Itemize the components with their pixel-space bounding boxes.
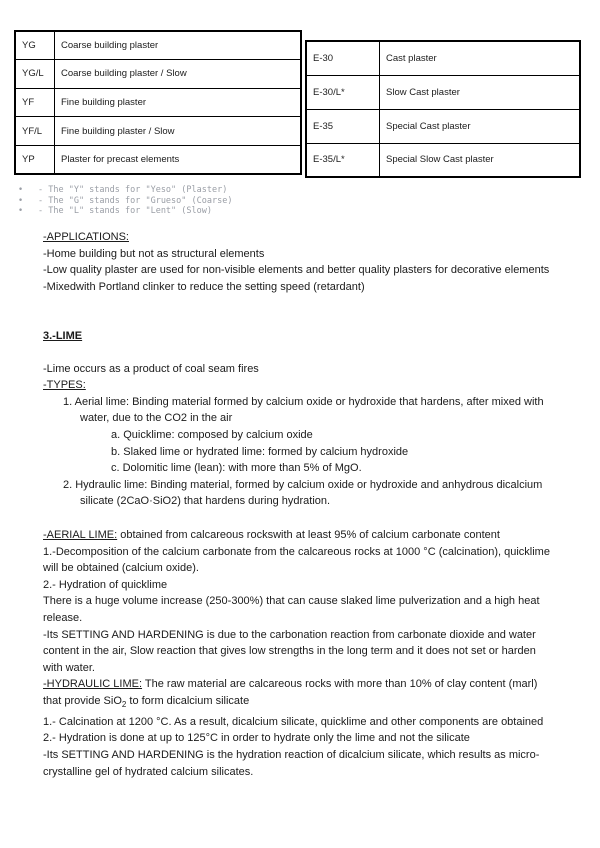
table-row bbox=[306, 109, 580, 143]
table-row bbox=[15, 117, 301, 146]
bullet-icon: • bbox=[18, 206, 24, 216]
table-row bbox=[306, 41, 580, 75]
table-row bbox=[306, 75, 580, 109]
paragraph: -Home building but not as structural elements bbox=[43, 247, 265, 260]
plaster-description: Plaster for precast elements bbox=[55, 145, 302, 174]
plaster-code: YG/L bbox=[15, 60, 55, 89]
plaster-description: Fine building plaster / Slow bbox=[55, 117, 302, 146]
paragraph: 1.-Decomposition of the calcium carbonate from the calcareous rocks at 1000 °C (calcination), quicklime will be obtained (calcium oxide). bbox=[43, 545, 550, 575]
table-row bbox=[15, 60, 301, 89]
cast-plaster-codes-table bbox=[305, 40, 581, 178]
abbreviation-notes bbox=[18, 185, 232, 217]
plaster-code: YG bbox=[15, 31, 55, 60]
plaster-description: Fine building plaster bbox=[55, 88, 302, 117]
note-item: • - The "G" stands for "Grueso" (Coarse) bbox=[18, 195, 233, 206]
cast-plaster-code: E-35 bbox=[306, 109, 380, 143]
paragraph: -AERIAL LIME: obtained from calcareous rockswith at least 95% of calcium carbonate content bbox=[43, 529, 500, 541]
applications-heading: -APPLICATIONS: bbox=[43, 231, 129, 243]
paragraph: 2.- Hydration of quicklime bbox=[43, 578, 168, 591]
table-row bbox=[15, 88, 301, 117]
list-item: 1. Aerial lime: Binding material formed by calcium oxide or hydroxide that hardens, after mixed with water, due to the CO2 in the air bbox=[63, 395, 544, 425]
cast-plaster-description: Special Cast plaster bbox=[380, 109, 581, 143]
applications-section bbox=[43, 229, 558, 295]
paragraph: -Low quality plaster are used for non-visible elements and better quality plasters for decorative elements bbox=[43, 264, 550, 277]
list-item: 2. Hydraulic lime: Binding material, formed by calcium oxide or hydroxide and anhydrous dicalcium silicate (2CaO·SiO2) that hardens during hydration. bbox=[63, 478, 543, 508]
list-item: b. Slaked lime or hydrated lime: formed by calcium hydroxide bbox=[111, 445, 409, 458]
plaster-description: Coarse building plaster / Slow bbox=[55, 60, 302, 89]
cast-plaster-description: Special Slow Cast plaster bbox=[380, 143, 581, 177]
note-item: • - The "Y" stands for "Yeso" (Plaster) bbox=[18, 185, 228, 195]
table-row bbox=[15, 145, 301, 174]
hydraulic-lime-label: -HYDRAULIC LIME: bbox=[43, 678, 143, 691]
list-item: c. Dolomitic lime (lean): with more than 5% of MgO. bbox=[111, 462, 362, 475]
note-item: • - The "L" stands for "Lent" (Slow) bbox=[18, 206, 212, 216]
list-item: a. Quicklime: composed by calcium oxide bbox=[111, 428, 313, 441]
paragraph: 1.- Calcination at 1200 °C. As a result, dicalcium silicate, quicklime and other components are obtained bbox=[43, 715, 544, 728]
cast-plaster-description: Slow Cast plaster bbox=[380, 75, 581, 109]
plaster-code: YF bbox=[15, 88, 55, 117]
plaster-description: Coarse building plaster bbox=[55, 31, 302, 60]
section-heading: 3.-LIME bbox=[43, 330, 83, 342]
paragraph: -Its SETTING AND HARDENING is due to the carbonation reaction from carbonate dioxide and water content in the air, Slow reaction that gives low strengths in the long term and it does not set or harden with water. bbox=[43, 628, 536, 674]
table-row bbox=[306, 143, 580, 177]
paragraph: -Its SETTING AND HARDENING is the hydration reaction of dicalcium silicate, which results as micro-crystalline gel of hydrated calcium silicates. bbox=[43, 748, 540, 778]
plaster-code: YP bbox=[15, 145, 55, 174]
cast-plaster-code: E-30 bbox=[306, 41, 380, 75]
lime-section bbox=[43, 328, 558, 510]
aerial-lime-label: -AERIAL LIME: bbox=[43, 529, 118, 541]
bullet-icon: • bbox=[18, 195, 24, 206]
types-label: -TYPES: bbox=[43, 379, 86, 392]
paragraph: 2.- Hydration is done at up to 125°C in order to hydrate only the lime and not the silicate bbox=[43, 732, 470, 745]
plaster-code: YF/L bbox=[15, 117, 55, 146]
paragraph: There is a huge volume increase (250-300%) that can cause slaked lime pulverization and a high heat release. bbox=[43, 595, 540, 624]
paragraph: -HYDRAULIC LIME: The raw material are calcareous rocks with more than 10% of clay content (marl) that provide SiO$_2$ to form dicalcium silicate bbox=[43, 678, 538, 710]
cast-plaster-description: Cast plaster bbox=[380, 41, 581, 75]
plaster-codes-table bbox=[14, 30, 302, 175]
bullet-icon: • bbox=[18, 185, 24, 195]
aerial-lime-section bbox=[43, 527, 558, 780]
paragraph: -Mixedwith Portland clinker to reduce the setting speed (retardant) bbox=[43, 280, 365, 293]
paragraph: -Lime occurs as a product of coal seam fires bbox=[43, 362, 259, 375]
cast-plaster-code: E-30/L* bbox=[306, 75, 380, 109]
table-row bbox=[15, 31, 301, 60]
cast-plaster-code: E-35/L* bbox=[306, 143, 380, 177]
